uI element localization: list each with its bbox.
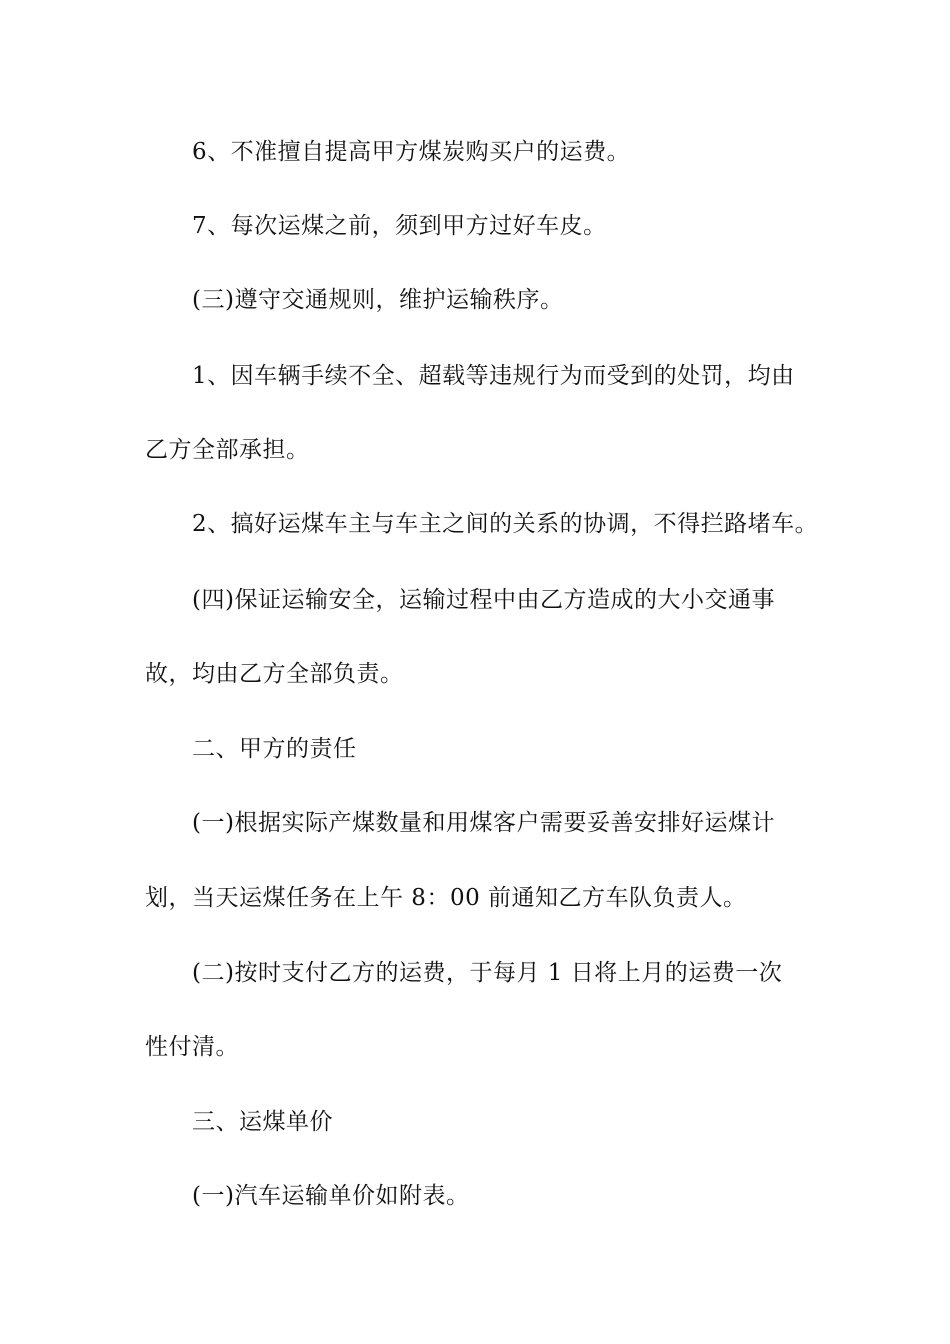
text-line-4: 1、因车辆手续不全、超载等违规行为而受到的处罚，均由: [192, 363, 795, 389]
text-line-1: 6、不准擅自提高甲方煤炭购买户的运费。: [192, 139, 631, 165]
text-line-2: 7、每次运煤之前，须到甲方过好车皮。: [192, 213, 607, 239]
text-line-3: (三)遵守交通规则，维护运输秩序。: [192, 287, 564, 313]
text-line-9: 二、甲方的责任: [192, 736, 357, 762]
text-line-6: 2、搞好运煤车主与车主之间的关系的协调，不得拦路堵车。: [192, 511, 819, 537]
text-line-15: (一)汽车运输单价如附表。: [192, 1183, 470, 1209]
text-line-8: 故，均由乙方全部负责。: [145, 661, 404, 687]
text-line-11: 划，当天运煤任务在上午 8：00 前通知乙方车队负责人。: [145, 885, 747, 911]
text-line-10: (一)根据实际产煤数量和用煤客户需要妥善安排好运煤计: [192, 810, 775, 836]
text-line-5: 乙方全部承担。: [145, 437, 310, 463]
text-line-12: (二)按时支付乙方的运费，于每月 1 日将上月的运费一次: [192, 960, 783, 986]
text-line-7: (四)保证运输安全，运输过程中由乙方造成的大小交通事: [192, 587, 775, 613]
text-line-14: 三、运煤单价: [192, 1109, 333, 1135]
text-line-13: 性付清。: [145, 1034, 239, 1060]
